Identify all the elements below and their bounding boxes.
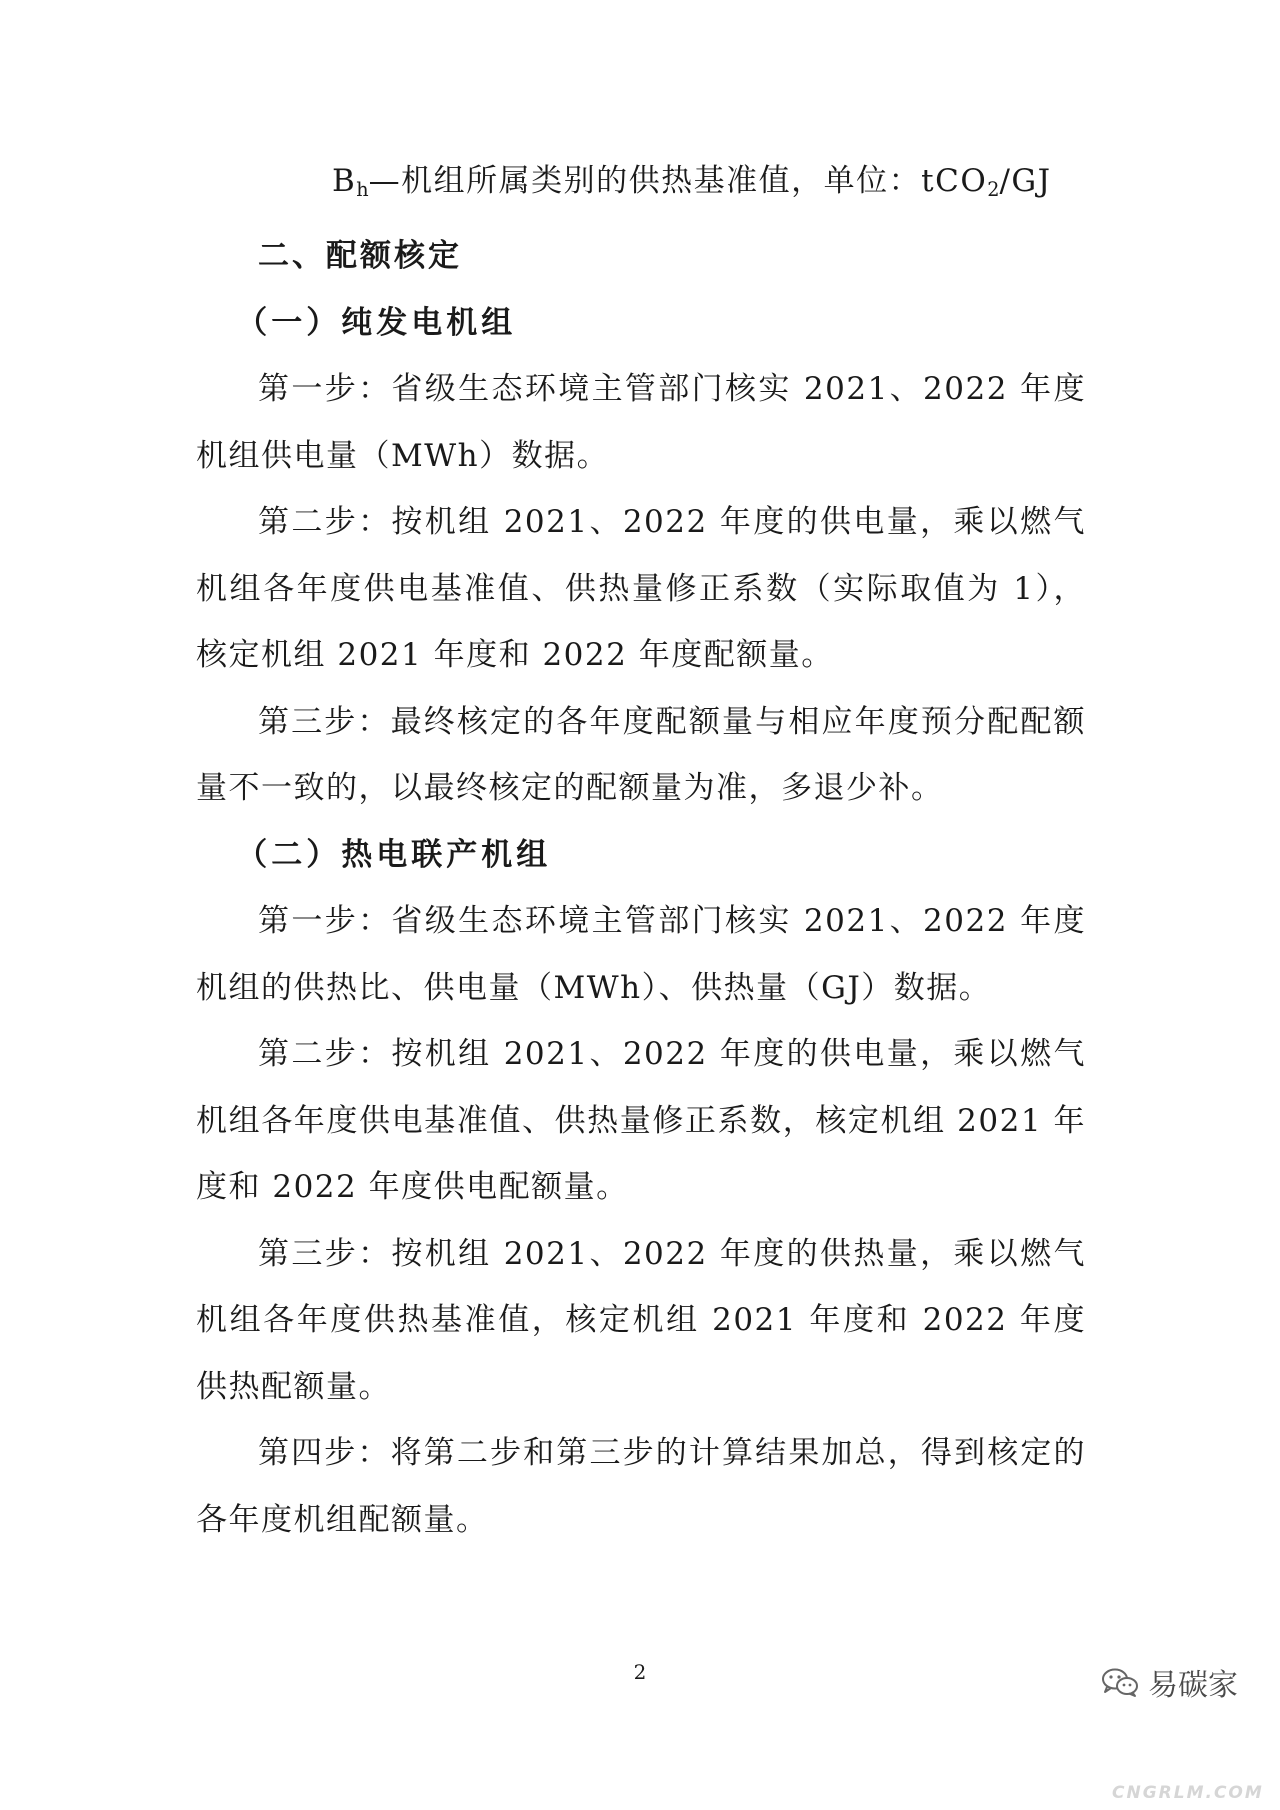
page-number: 2 [633,1660,647,1684]
watermark-account-name: 易碳家 [1148,1668,1238,1703]
subsection-heading-pure-power: （一）纯发电机组 [236,304,517,341]
formula-symbol-subscript: h [356,177,369,201]
paragraph: 第一步：省级生态环境主管部门核实 2021、2022 年度机组的供热比、供电量（MWh）、供热量（GJ）数据。 [196,903,1086,1006]
document-body [196,148,1086,1553]
unit-subscript: 2 [987,177,1000,201]
wechat-watermark [1100,1660,1238,1704]
paragraph: 第二步：按机组 2021、2022 年度的供电量，乘以燃气机组各年度供电基准值、供热量修正系数（实际取值为 1），核定机组 2021 年度和 2022 年度配额量。 [196,504,1086,674]
unit-tail: /GJ [999,163,1052,199]
wechat-icon [1100,1666,1140,1698]
section-heading: 二、配额核定 [258,238,462,275]
formula-description: —机组所属类别的供热基准值，单位：tCO [368,163,988,199]
paragraph: 第一步：省级生态环境主管部门核实 2021、2022 年度机组供电量（MWh）数据。 [196,371,1086,474]
paragraph: 第三步：最终核定的各年度配额量与相应年度预分配配额量不一致的，以最终核定的配额量为准，多退少补。 [196,703,1086,807]
paragraph: 第四步：将第二步和第三步的计算结果加总，得到核定的各年度机组配额量。 [196,1435,1086,1538]
subsection-heading-chp: （二）热电联产机组 [236,836,552,873]
formula-definition-line [196,148,1086,223]
paragraph: 第三步：按机组 2021、2022 年度的供热量，乘以燃气机组各年度供热基准值，核定机组 2021 年度和 2022 年度供热配额量。 [196,1235,1086,1405]
site-watermark: CNGRLM.COM [1112,1783,1264,1803]
paragraph: 第二步：按机组 2021、2022 年度的供电量，乘以燃气机组各年度供电基准值、供热量修正系数，核定机组 2021 年度和 2022 年度供电配额量。 [196,1036,1086,1206]
formula-symbol: B [332,163,357,199]
